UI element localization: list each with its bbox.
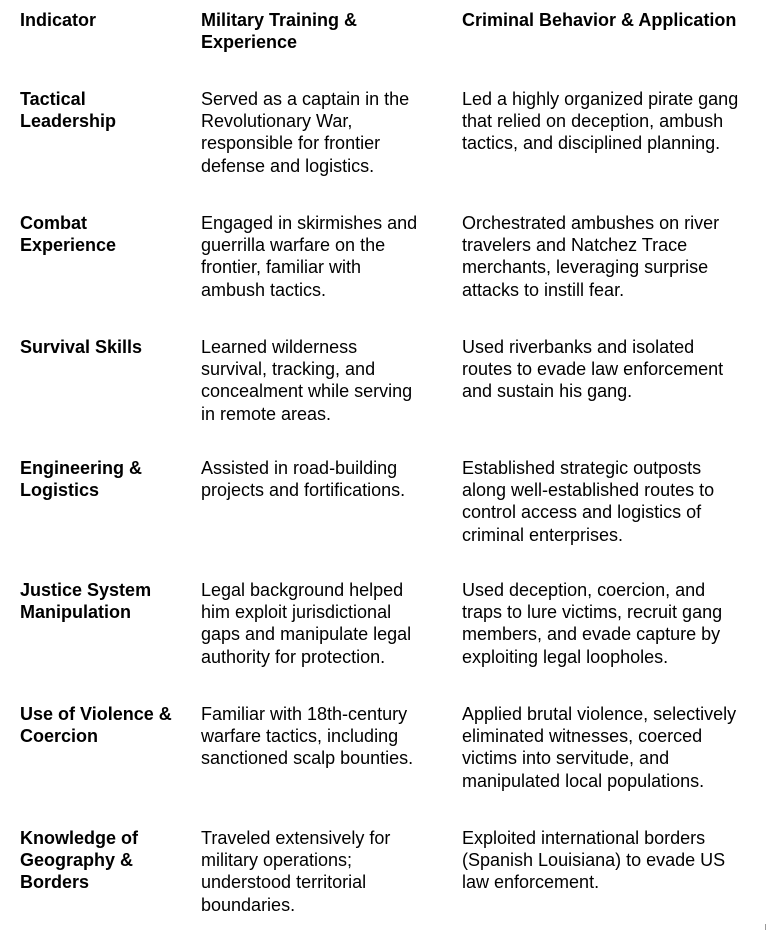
- military-cell: Served as a captain in the Revolutionary War, responsible for frontier defense and logistics.: [201, 89, 410, 176]
- indicator-cell: Tactical Leadership: [20, 89, 117, 132]
- header-indicator: Indicator: [20, 10, 97, 30]
- indicator-cell: Engineering & Logistics: [20, 458, 143, 501]
- military-cell: Assisted in road-building projects and fortifications.: [201, 458, 406, 501]
- military-cell: Legal background helped him exploit jurisdictional gaps and manipulate legal authority for protection.: [201, 580, 412, 667]
- military-cell: Familiar with 18th-century warfare tactics, including sanctioned scalp bounties.: [201, 704, 414, 769]
- military-cell: Learned wilderness survival, tracking, and concealment while serving in remote areas.: [201, 337, 413, 424]
- military-cell: Traveled extensively for military operations; understood territorial boundaries.: [201, 828, 391, 915]
- criminal-cell: Exploited international borders (Spanish Louisiana) to evade US law enforcement.: [462, 828, 726, 893]
- criminal-cell: Established strategic outposts along well-established routes to control access and logistics of criminal enterprises.: [462, 458, 715, 545]
- indicator-cell: Survival Skills: [20, 337, 143, 357]
- indicator-cell: Combat Experience: [20, 213, 117, 256]
- indicator-cell: Knowledge of Geography & Borders: [20, 828, 138, 893]
- indicator-cell: Use of Violence & Coercion: [20, 704, 172, 747]
- criminal-cell: Orchestrated ambushes on river travelers and Natchez Trace merchants, leveraging surprise attacks to instill fear.: [462, 213, 720, 300]
- military-cell: Engaged in skirmishes and guerrilla warfare on the frontier, familiar with ambush tactics.: [201, 213, 418, 300]
- header-military-training: Military Training & Experience: [201, 10, 358, 53]
- criminal-cell: Led a highly organized pirate gang that relied on deception, ambush tactics, and disciplined planning.: [462, 89, 739, 154]
- criminal-cell: Applied brutal violence, selectively eliminated witnesses, coerced victims into servitude, and manipulated local populations.: [462, 704, 737, 791]
- page-edge-mark: [765, 924, 766, 930]
- criminal-cell: Used deception, coercion, and traps to lure victims, recruit gang members, and evade capture by exploiting legal loopholes.: [462, 580, 723, 667]
- header-criminal-behavior: Criminal Behavior & Application: [462, 10, 737, 30]
- criminal-cell: Used riverbanks and isolated routes to evade law enforcement and sustain his gang.: [462, 337, 724, 402]
- indicator-cell: Justice System Manipulation: [20, 580, 152, 623]
